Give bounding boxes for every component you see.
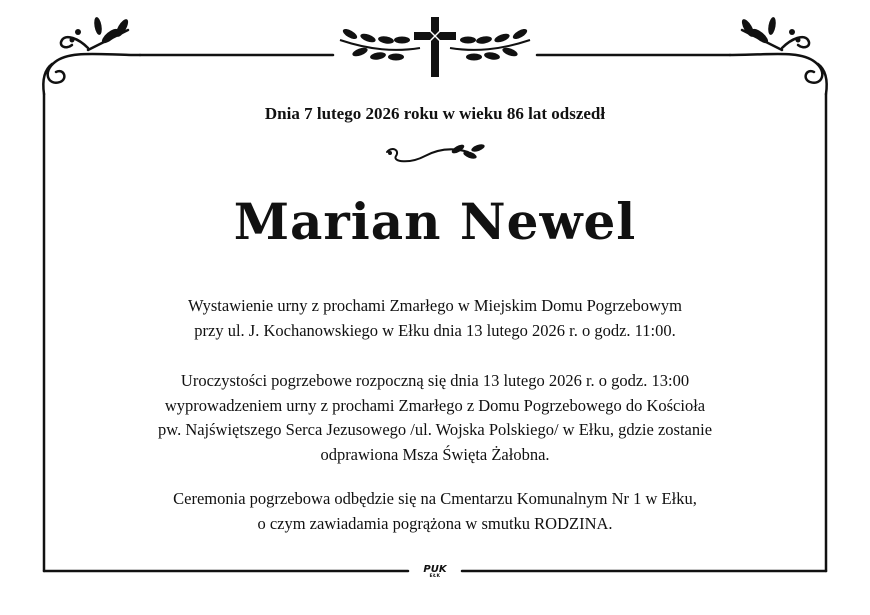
flourish-icon	[730, 17, 827, 94]
text-line: odprawiona Msza Święta Żałobna.	[320, 444, 550, 464]
text-line: Wystawienie urny z prochami Zmarłego w Miejskim Domu Pogrzebowym	[188, 296, 682, 315]
laurel-icon	[450, 27, 530, 61]
logo-main: PUK	[423, 564, 447, 575]
cross-icon	[414, 17, 456, 77]
death-announcement: Dnia 7 lutego 2026 roku w wieku 86 lat odszedł	[264, 104, 606, 123]
text-line: o czym zawiadamia pogrążona w smutku RODZINA.	[257, 513, 613, 533]
company-logo	[417, 565, 453, 580]
text-line: przy ul. J. Kochanowskiego w Ełku dnia 13 lutego 2026 r. o godz. 11:00.	[194, 320, 676, 340]
laurel-icon	[340, 27, 420, 61]
flourish-icon	[387, 143, 486, 161]
viewing-paragraph	[60, 294, 810, 343]
text-line: wyprowadzeniem urny z prochami Zmarłego z Domu Pogrzebowego do Kościoła	[164, 395, 706, 415]
ceremony-paragraph	[60, 369, 810, 467]
text-line: pw. Najświętszego Serca Jezusowego /ul. Wojska Polskiego/ w Ełku, gdzie zostanie	[157, 420, 713, 439]
flourish-icon	[43, 17, 140, 94]
deceased-name: Marian Newel	[233, 192, 637, 251]
logo-sub: EŁK	[429, 574, 441, 579]
text-line: Ceremonia pogrzebowa odbędzie się na Cmentarzu Komunalnym Nr 1 w Ełku,	[173, 489, 697, 508]
text-line: Uroczystości pogrzebowe rozpoczną się dnia 13 lutego 2026 r. o godz. 13:00	[180, 371, 690, 390]
burial-paragraph	[60, 487, 810, 536]
